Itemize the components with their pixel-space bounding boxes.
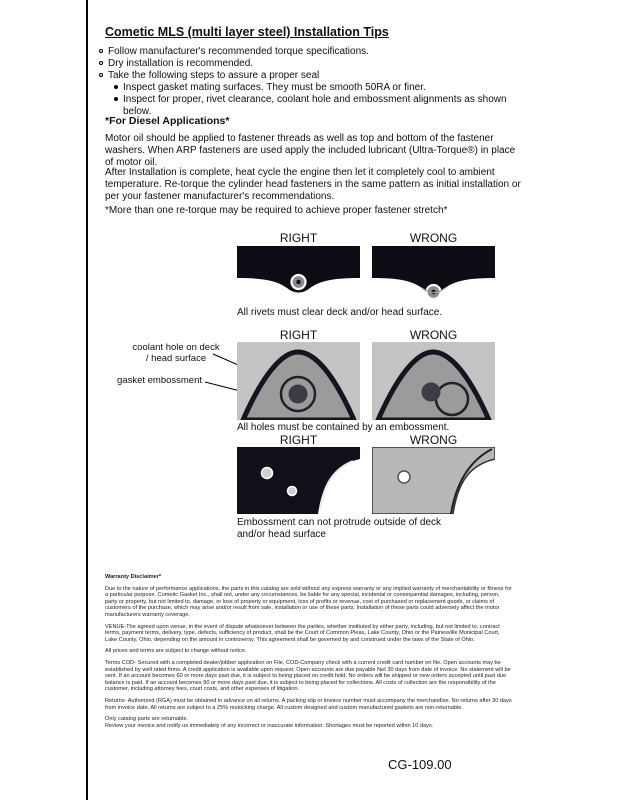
tip-text: Inspect for proper, rivet clearance, coolant hole and embossment alignments as shown below.: [123, 94, 507, 117]
page-part-number: CG-109.00: [388, 757, 452, 772]
warranty-disclaimer-heading: Warranty Disclaimer*: [105, 574, 162, 580]
legal-fine-print: [105, 574, 513, 734]
diesel-paragraph: Motor oil should be applied to fastener threads as well as top and bottom of the fastener washers. When ARP fasteners are used apply the included lubricant (Ultra-Torque®) in place of motor oil.: [105, 133, 516, 168]
legal-paragraph: Due to the nature of performance applications, the parts in this catalog are sold without any express warranty or any implied warranty of merchantability or fitness for a particular purpose. Cometic Gasket Inc., shall not, under any circumstances, be liable for any special, incidental or consequential damages, including, person, party or property, but not limited to, damage, or loss of property or equipment, loss of profits or revenue, cost of purchased or replacement goods, or claims of customers of the purchase, which may arise and/or result from sale, installation or use of these parts. Installation of these parts could adversely affect the motor manufacturers warranty coverage.: [105, 585, 512, 618]
diesel-paragraph: After Installation is complete, heat cycle the engine then let it completely cool to ambient temperature. Re-torque the cylinder head fasteners in the same pattern as initial installation or per your fastener manufacturer's recommendations.: [105, 167, 521, 202]
installation-tips-list: [99, 46, 529, 118]
tip-text: Follow manufacturer's recommended torque specifications.: [108, 46, 369, 57]
rivet-caption: All rivets must clear deck and/or head surface.: [237, 307, 443, 318]
rivet-clear-right-diagram: [237, 246, 360, 304]
embossment-protrusion-diagrams: [237, 447, 495, 514]
legal-paragraph: Returns- Authorized (RGA) must be obtained in advance on all returns. A packing slip or invoice number must accompany the merchandise. No returns after 30 days from invoice date. All returns are subject to a 25% restocking charge. All custom designed and custom manufactured gaskets are non-returnable.: [105, 697, 512, 711]
wrong-label: WRONG: [409, 328, 458, 342]
hole-contained-right-diagram: [237, 342, 360, 420]
open-circle-bullet-icon: [99, 61, 103, 65]
legal-paragraph: VENUE-The agreed upon venue, in the event of dispute whatsoever between the parties, whether instituted by either party, including, but not limited to, contract terms, payment terms, delivery, type, defects, sufficiency of product, shall be the Court of Common Pleas, Lake County, Ohio or the Painesville Municipal Court, Lake County, Ohio, depending on the amount in controversy. This agreement shall be governed by and construed under the laws of the State of Ohio.: [105, 623, 500, 643]
wrong-label: WRONG: [409, 231, 458, 245]
tip-bullet: [99, 58, 529, 70]
tip-text: Take the following steps to assure a proper seal: [108, 70, 320, 81]
legal-paragraph: Terms COD- Secured with a completed dealer/jobber application on File, COD-Company check with a current credit card number on file. Open accounts may be established by well rated firms. A credit application is available upon request. Open accounts are due payable Net 30 days from date of invoice. No statement will be sent. If an account becomes 60 or more days past due, it is subject to being placed on credit hold. No orders will be shipped or new orders accepted until past due balance is paid. If an account becomes 90 or more days past due, it is subject to being placed for collections. All costs of collection are the responsibility of the customer, including attorney fees, court costs, and other expenses of litigation.: [105, 659, 511, 693]
retorque-note: *More than one re-torque may be required to achieve proper fastener stretch*: [105, 205, 448, 216]
protrusion-right-diagram: [237, 447, 360, 514]
left-border-line: [86, 0, 88, 800]
hole-contained-wrong-diagram: [372, 342, 495, 420]
tip-text: Dry installation is recommended.: [108, 58, 254, 69]
tip-text: Inspect gasket mating surfaces. They must be smooth 50RA or finer.: [123, 82, 426, 93]
tip-sub-bullet: [114, 82, 529, 94]
open-circle-bullet-icon: [99, 49, 103, 53]
protrusion-wrong-diagram: [372, 447, 495, 514]
gasket-embossment-annotation: gasket embossment: [117, 375, 203, 386]
right-label: RIGHT: [279, 231, 318, 245]
diesel-applications-heading: *For Diesel Applications*: [105, 115, 230, 127]
coolant-hole-annotation: coolant hole on deck / head surface: [132, 342, 220, 364]
legal-paragraph: Review your invoice and notify us immediately of any incorrect or inaccurate information. Shortages must be reported within 10 days.: [105, 722, 434, 729]
wrong-label: WRONG: [409, 433, 458, 447]
page-title: Cometic MLS (multi layer steel) Installation Tips: [105, 25, 389, 39]
tip-bullet: [99, 70, 529, 82]
legal-paragraph: All prices and terms are subject to change without notice.: [105, 648, 247, 655]
right-wrong-labels-row1: [237, 231, 495, 245]
embossment-caption: All holes must be contained by an embossment.: [237, 422, 450, 433]
rivet-clearance-diagrams: [237, 246, 495, 304]
right-label: RIGHT: [279, 433, 318, 447]
right-wrong-labels-row2: [237, 328, 495, 342]
protrusion-caption: Embossment can not protrude outside of deck and/or head surface: [237, 517, 442, 540]
right-label: RIGHT: [279, 328, 318, 342]
tip-bullet: [99, 46, 529, 58]
filled-circle-bullet-icon: [114, 85, 118, 89]
right-wrong-labels-row3: [237, 433, 495, 447]
rivet-clear-wrong-diagram: [372, 246, 495, 304]
embossment-containment-diagrams: [237, 342, 495, 420]
open-circle-bullet-icon: [99, 73, 103, 77]
legal-paragraph: Only catalog parts are returnable.: [105, 716, 189, 723]
filled-circle-bullet-icon: [114, 97, 118, 101]
